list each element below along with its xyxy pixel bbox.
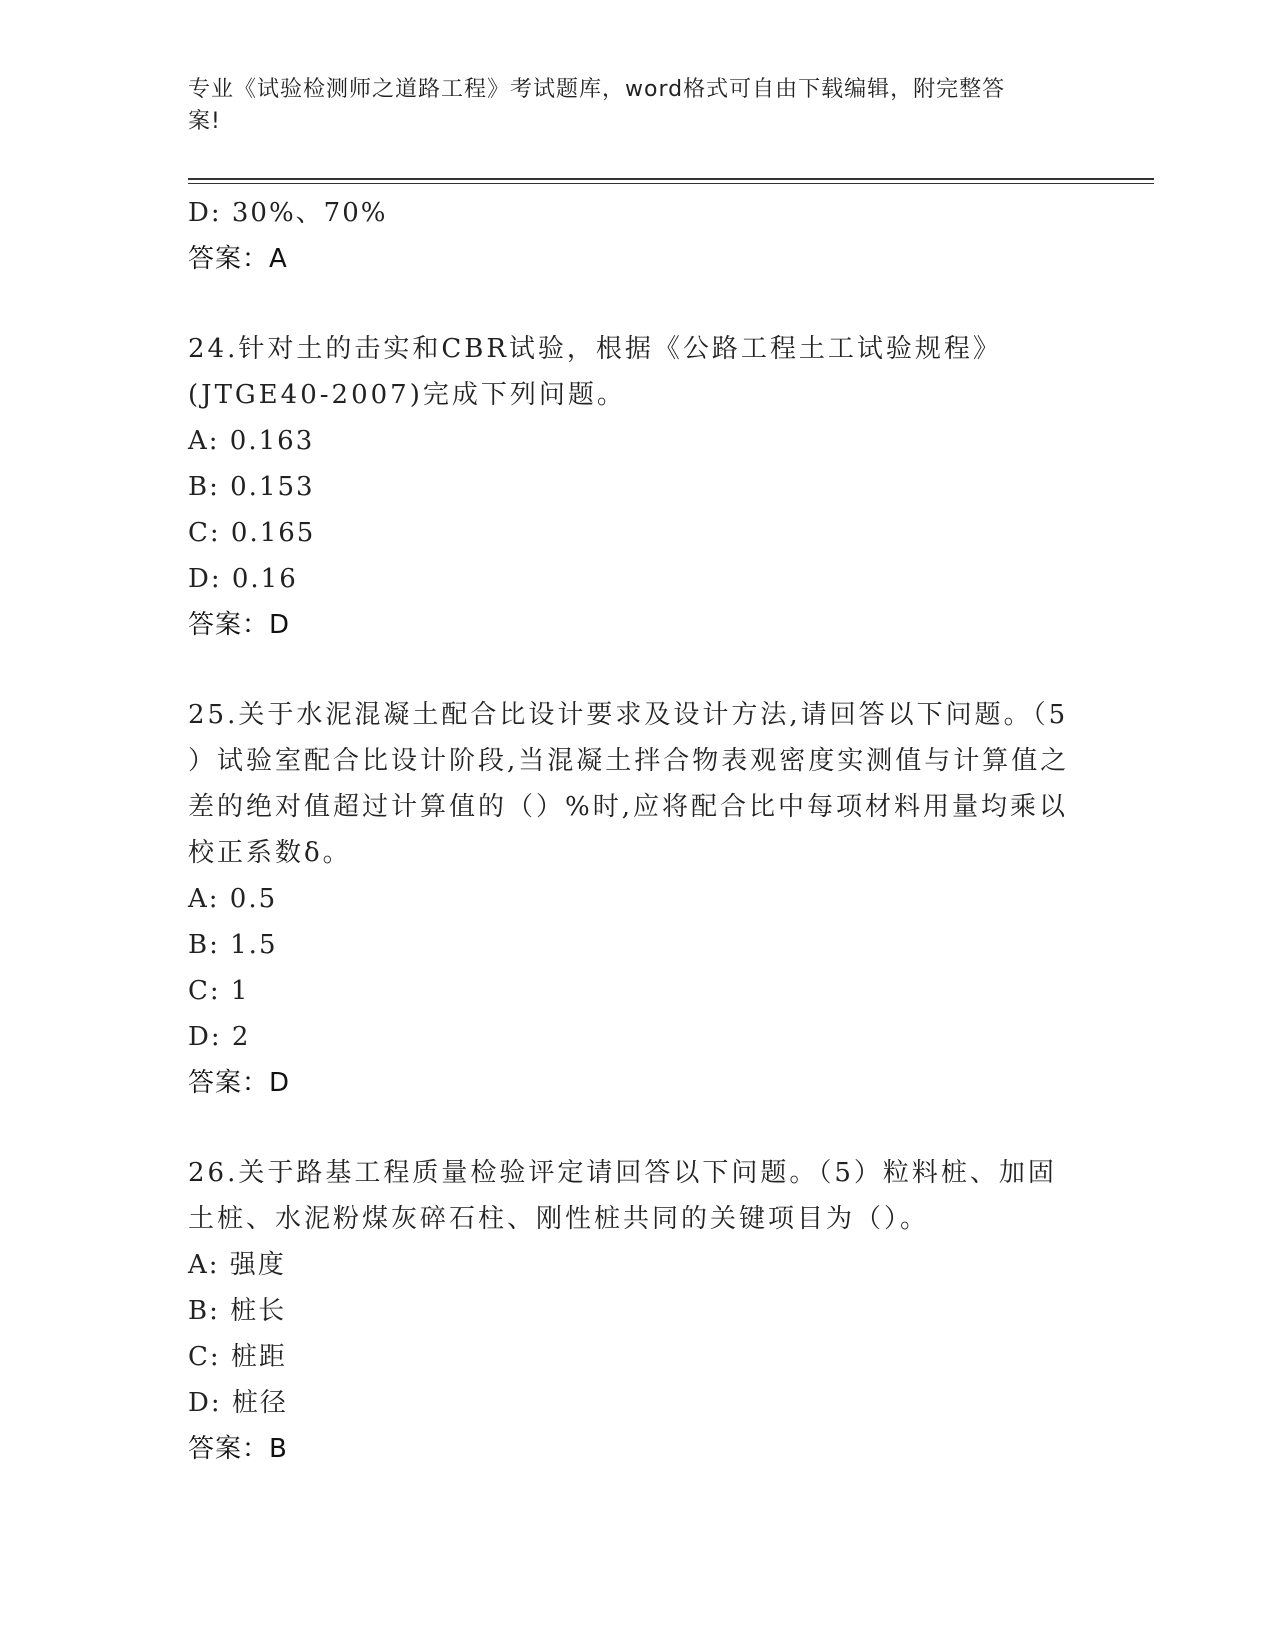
option-a: A: 0.5 (188, 884, 278, 914)
question-text-line: 26.关于路基工程质量检验评定请回答以下问题。（5）粒料桩、加固 (188, 1158, 1057, 1188)
answer-line: 答案：D (188, 610, 291, 640)
option-c: C: 桩距 (188, 1342, 287, 1372)
previous-question-tail (188, 190, 1088, 282)
header-note-line-2: 案! (188, 109, 221, 134)
question-spacer (188, 648, 1088, 692)
header-note-line-1: 专业《试验检测师之道路工程》考试题库，word格式可自由下载编辑，附完整答 (188, 77, 1006, 102)
option-b: B: 0.153 (188, 472, 315, 502)
option-d: D: 30%、70% (188, 198, 388, 228)
question-text-line: (JTGE40-2007)完成下列问题。 (188, 380, 626, 410)
option-c: C: 0.165 (188, 518, 316, 548)
question-spacer (188, 282, 1088, 326)
option-a: A: 强度 (188, 1250, 286, 1280)
question-list (188, 190, 1088, 1472)
option-d: D: 0.16 (188, 564, 298, 594)
header-divider-thick (188, 178, 1154, 180)
option-b: B: 桩长 (188, 1296, 287, 1326)
question-24 (188, 326, 1088, 648)
question-text-line: 24.针对土的击实和CBR试验，根据《公路工程土工试验规程》 (188, 334, 1002, 364)
question-spacer (188, 1106, 1088, 1150)
question-text (188, 1150, 1088, 1242)
question-26 (188, 1150, 1088, 1472)
question-text-line: 土桩、水泥粉煤灰碎石柱、刚性桩共同的关键项目为（）。 (188, 1204, 930, 1234)
question-text (188, 692, 1088, 876)
header-divider-thin (188, 183, 1154, 184)
option-d: D: 桩径 (188, 1388, 288, 1418)
question-text (188, 326, 1088, 418)
question-text-line: 25.关于水泥混凝土配合比设计要求及设计方法,请回答以下问题。（5 (188, 700, 1069, 730)
question-text-line: ）试验室配合比设计阶段,当混凝土拌合物表观密度实测值与计算值之 (188, 746, 1070, 776)
answer-line: 答案：A (188, 244, 288, 274)
question-text-line: 校正系数δ。 (188, 838, 352, 868)
document-header-note (188, 74, 1068, 138)
answer-line: 答案：D (188, 1068, 291, 1098)
option-b: B: 1.5 (188, 930, 278, 960)
option-c: C: 1 (188, 976, 250, 1006)
option-d: D: 2 (188, 1022, 251, 1052)
option-a: A: 0.163 (188, 426, 315, 456)
question-text-line: 差的绝对值超过计算值的（）%时,应将配合比中每项材料用量均乘以 (188, 792, 1068, 822)
answer-line: 答案：B (188, 1434, 288, 1464)
question-25 (188, 692, 1088, 1106)
